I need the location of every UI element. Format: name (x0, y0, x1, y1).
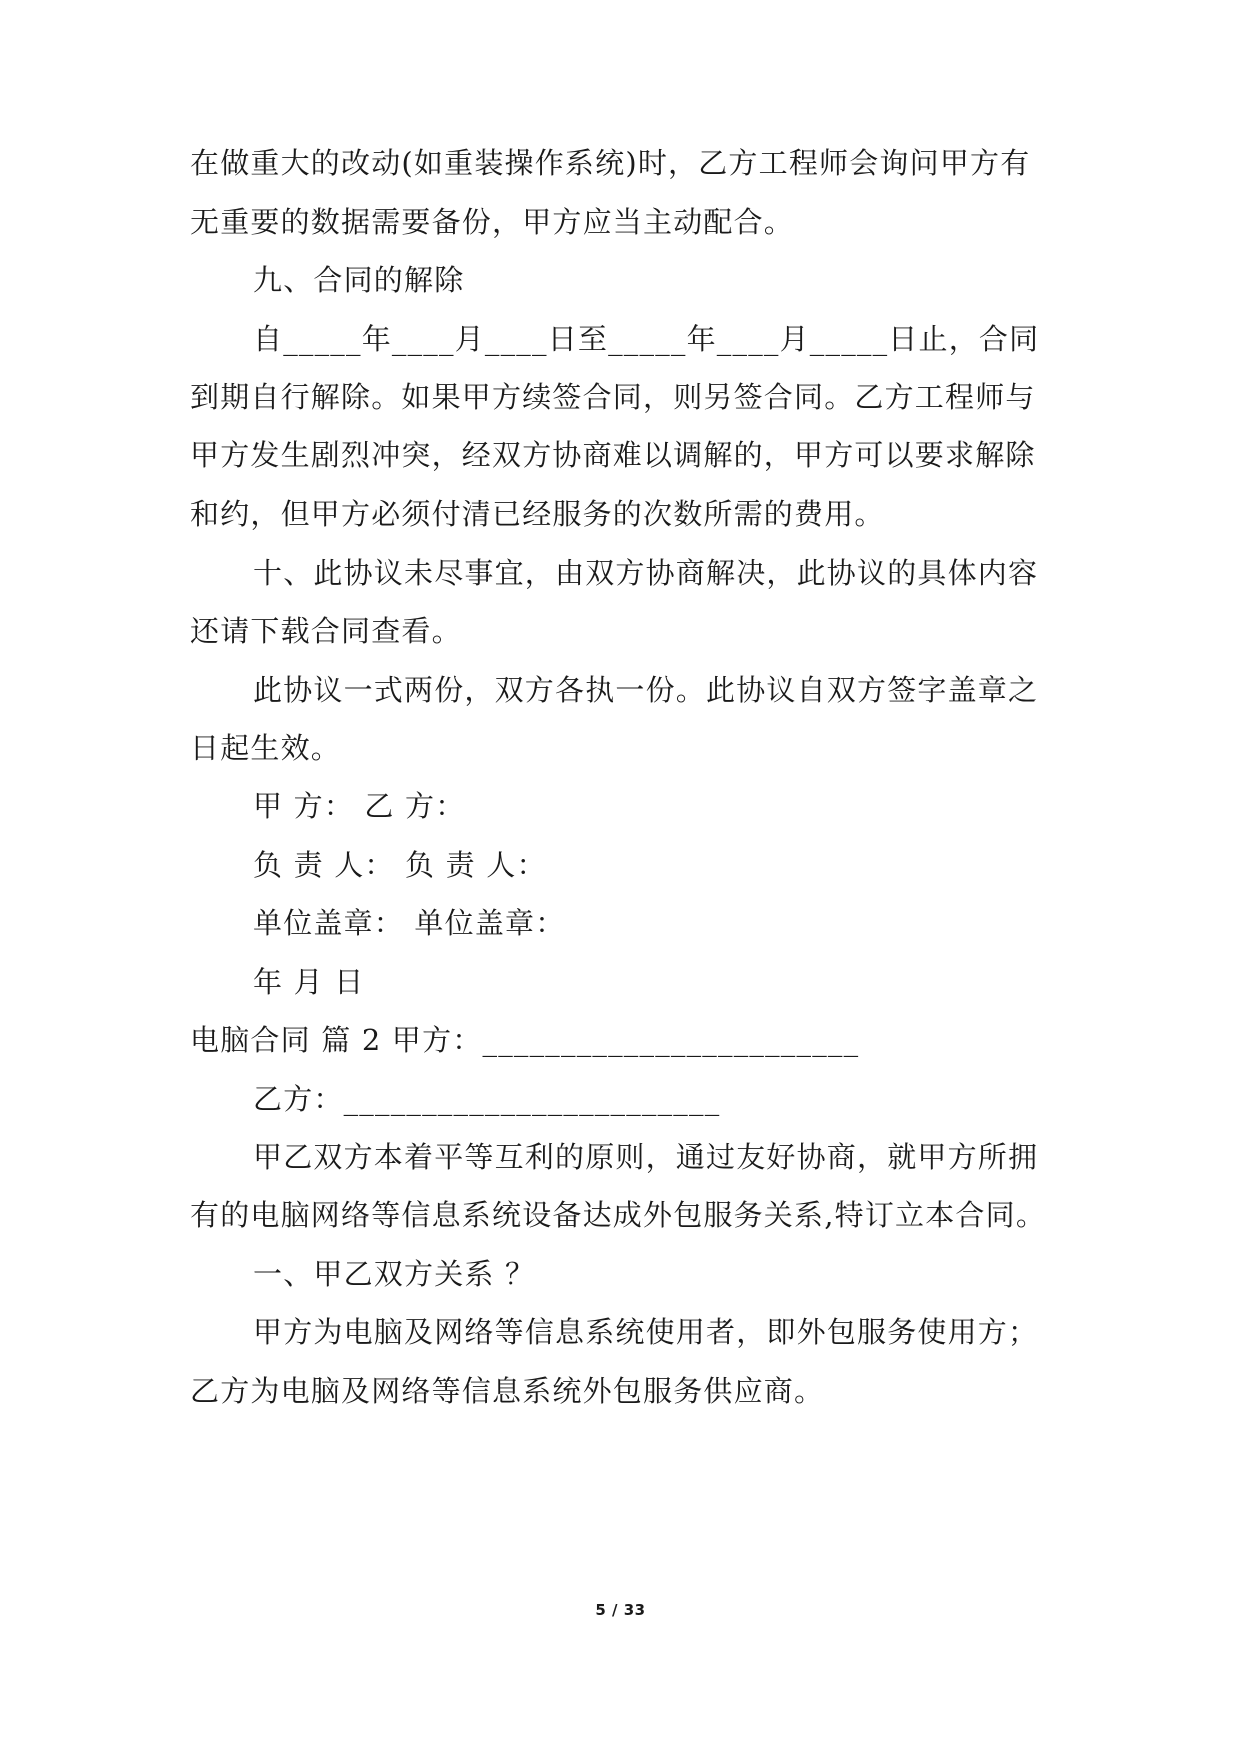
contract-title-line: 电脑合同 篇 2 甲方：________________________ (190, 1023, 860, 1057)
text-line: 无重要的数据需要备份，甲方应当主动配合。 (190, 205, 795, 239)
text-line: 日起生效。 (190, 731, 342, 765)
text-line: 和约，但甲方必须付清已经服务的次数所需的费用。 (190, 497, 885, 531)
signature-line: 甲 方： 乙 方： (253, 789, 466, 823)
text-line: 还请下载合同查看。 (190, 614, 462, 648)
date-line: 年 月 日 (253, 965, 365, 999)
page-number: 5 / 33 (595, 1601, 646, 1619)
text-line: 在做重大的改动(如重装操作系统)时，乙方工程师会询问甲方有 (190, 146, 1031, 180)
section-heading: 九、合同的解除 (253, 263, 465, 297)
signature-line: 单位盖章： 单位盖章： (253, 906, 566, 940)
text-line: 甲乙双方本着平等互利的原则，通过友好协商，就甲方所拥 (253, 1140, 1039, 1174)
text-line: 甲方发生剧烈冲突，经双方协商难以调解的，甲方可以要求解除 (190, 438, 1036, 472)
section-heading: 一、甲乙双方关系 ？ (253, 1257, 536, 1291)
text-line: 此协议一式两份，双方各执一份。此协议自双方签字盖章之 (253, 673, 1039, 707)
party-line: 乙方：________________________ (253, 1082, 721, 1116)
text-line: 自_____年____月____日至_____年____月_____日止，合同 (253, 322, 1040, 356)
text-line: 乙方为电脑及网络等信息系统外包服务供应商。 (190, 1374, 825, 1408)
text-line: 到期自行解除。如果甲方续签合同，则另签合同。乙方工程师与 (190, 380, 1036, 414)
text-line: 甲方为电脑及网络等信息系统使用者，即外包服务使用方； (253, 1315, 1039, 1349)
signature-line: 负 责 人： 负 责 人： (253, 848, 547, 882)
text-line: 有的电脑网络等信息系统设备达成外包服务关系,特订立本合同。 (190, 1198, 1047, 1232)
section-heading: 十、此协议未尽事宜，由双方协商解决，此协议的具体内容 (253, 556, 1039, 590)
